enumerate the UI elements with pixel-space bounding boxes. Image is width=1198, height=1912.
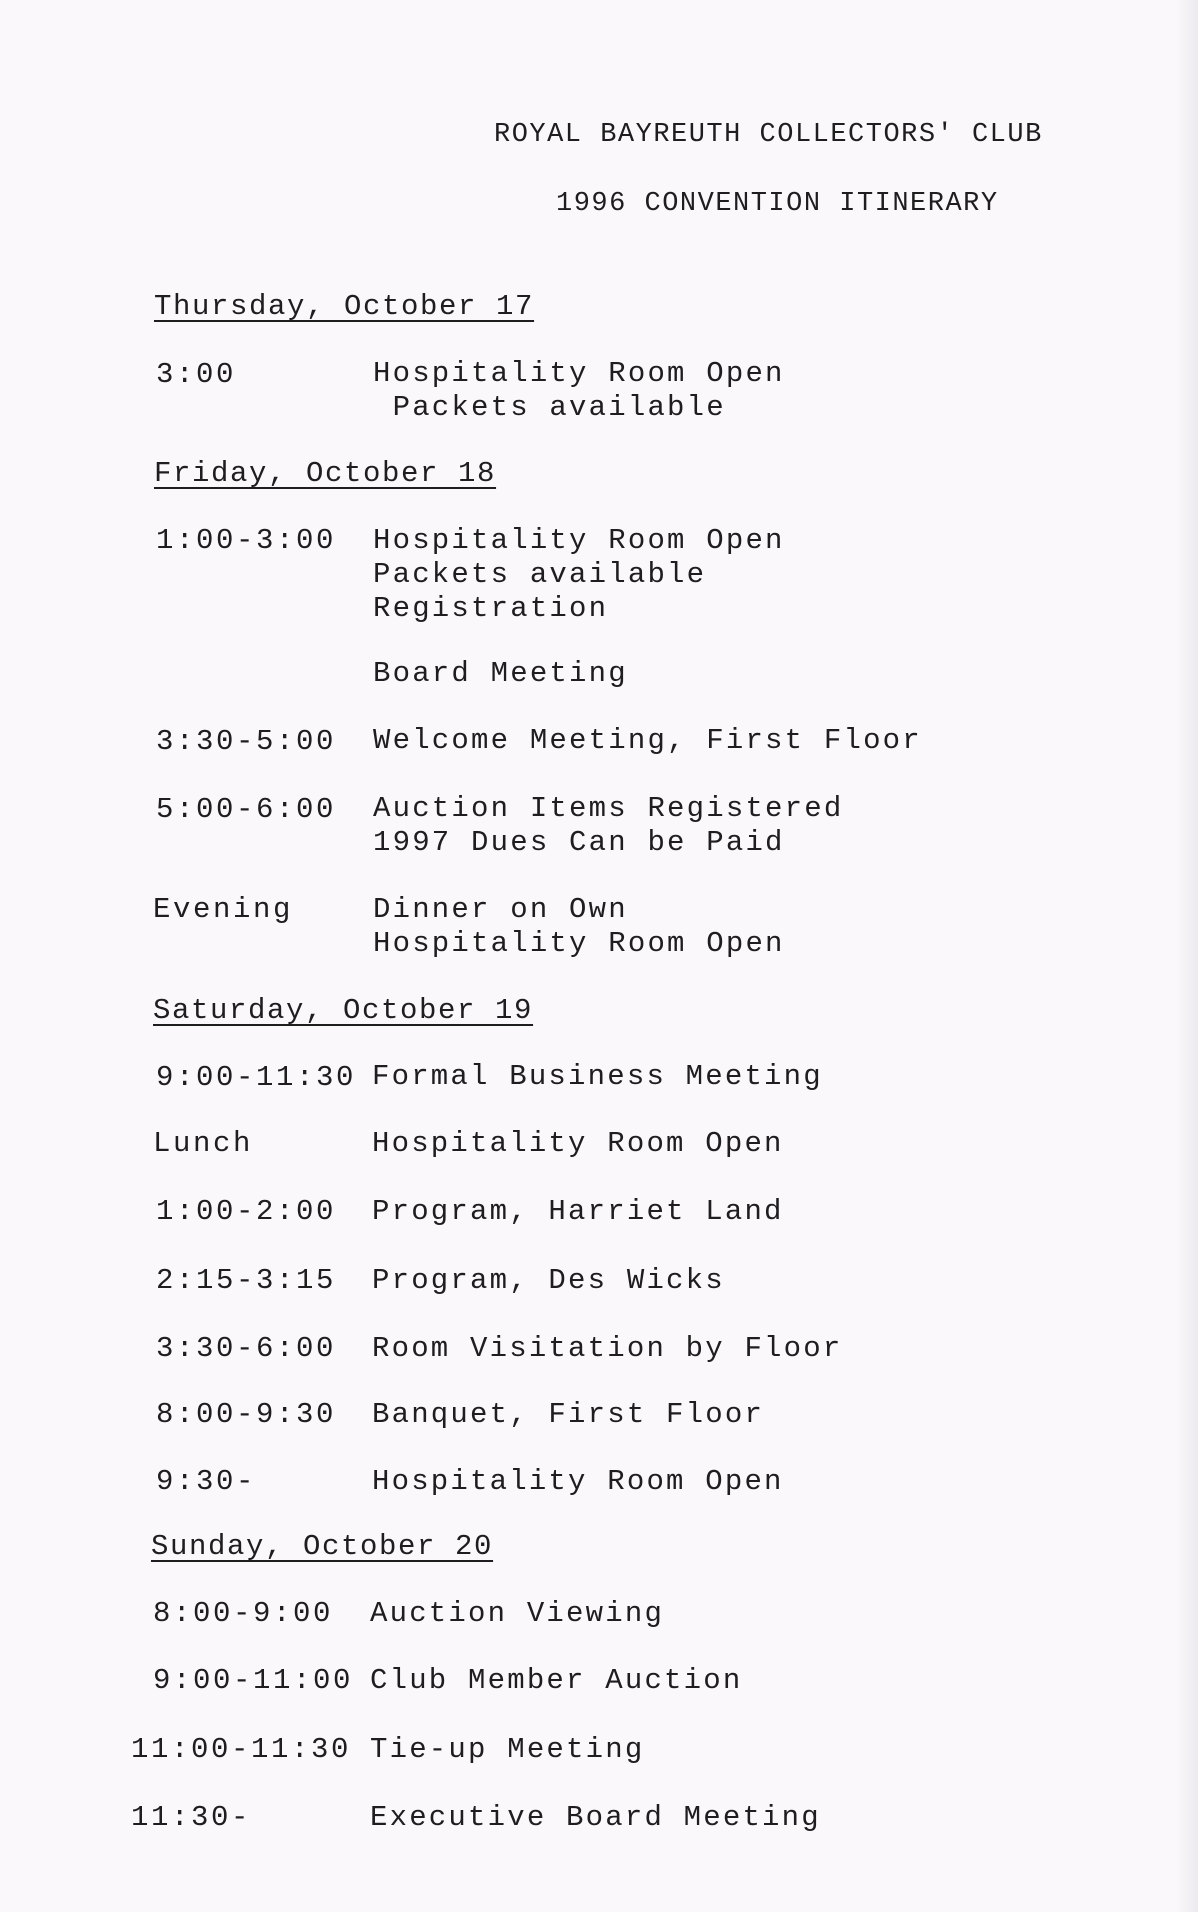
day-heading-thursday: Thursday, October 17 [154, 290, 535, 323]
schedule-event [373, 724, 922, 758]
event-line: Hospitality Room Open [373, 927, 785, 960]
itinerary-title: 1996 CONVENTION ITINERARY [556, 189, 999, 219]
schedule-event [372, 1264, 725, 1298]
schedule-time: 9:00-11:00 [153, 1664, 354, 1697]
page-edge-shadow [1176, 0, 1198, 1912]
schedule-event [372, 1060, 823, 1094]
schedule-event [370, 1664, 742, 1698]
event-line: Formal Business Meeting [372, 1060, 823, 1093]
schedule-event [370, 1801, 821, 1835]
event-line: Dinner on Own [373, 893, 628, 926]
schedule-time: 3:00 [156, 358, 237, 391]
schedule-time: 11:30- [131, 1801, 252, 1834]
event-line: Tie-up Meeting [370, 1733, 645, 1766]
schedule-event [370, 1597, 664, 1631]
schedule-event [372, 1332, 842, 1366]
event-line: Packets available [373, 558, 707, 591]
schedule-time: 1:00-2:00 [156, 1195, 337, 1228]
event-line: Banquet, First Floor [372, 1398, 765, 1431]
event-line: Hospitality Room Open [372, 1127, 784, 1160]
schedule-time: 9:00-11:30 [156, 1061, 357, 1094]
schedule-time: 3:30-5:00 [156, 725, 337, 758]
day-heading-friday: Friday, October 18 [154, 457, 497, 490]
schedule-event [373, 524, 785, 626]
event-line: Board Meeting [373, 657, 628, 690]
event-line: Hospitality Room Open [372, 1465, 784, 1498]
org-title: ROYAL BAYREUTH COLLECTORS' CLUB [494, 120, 1043, 150]
day-heading-saturday: Saturday, October 19 [153, 994, 534, 1027]
event-line: Club Member Auction [370, 1664, 743, 1697]
schedule-event [372, 1127, 784, 1161]
schedule-time: 2:15-3:15 [156, 1264, 337, 1297]
schedule-time: 8:00-9:30 [156, 1398, 337, 1431]
day-heading-sunday: Sunday, October 20 [151, 1530, 494, 1563]
schedule-time: 11:00-11:30 [131, 1733, 352, 1766]
event-line: Registration [373, 592, 609, 625]
event-line: Hospitality Room Open [373, 357, 785, 390]
schedule-time: 9:30- [156, 1465, 257, 1498]
schedule-time: 3:30-6:00 [156, 1332, 337, 1365]
event-line: Program, Harriet Land [372, 1195, 784, 1228]
event-line: Packets available [373, 391, 726, 424]
schedule-event [373, 357, 785, 425]
schedule-time: 1:00-3:00 [156, 524, 337, 557]
schedule-time: 8:00-9:00 [153, 1597, 334, 1630]
schedule-event [372, 1195, 784, 1229]
schedule-event [373, 792, 843, 860]
schedule-event [372, 1465, 784, 1499]
schedule-event [373, 657, 628, 691]
schedule-event [372, 1398, 764, 1432]
schedule-time: Lunch [153, 1127, 254, 1160]
schedule-time: 5:00-6:00 [156, 793, 337, 826]
event-line: Hospitality Room Open [373, 524, 785, 557]
event-line: 1997 Dues Can be Paid [373, 826, 785, 859]
schedule-event [373, 893, 785, 961]
schedule-event [370, 1733, 644, 1767]
event-line: Auction Items Registered [373, 792, 844, 825]
event-line: Welcome Meeting, First Floor [373, 724, 922, 757]
event-line: Program, Des Wicks [372, 1264, 725, 1297]
event-line: Room Visitation by Floor [372, 1332, 843, 1365]
event-line: Executive Board Meeting [370, 1801, 821, 1834]
event-line: Auction Viewing [370, 1597, 665, 1630]
schedule-time: Evening [153, 893, 294, 926]
